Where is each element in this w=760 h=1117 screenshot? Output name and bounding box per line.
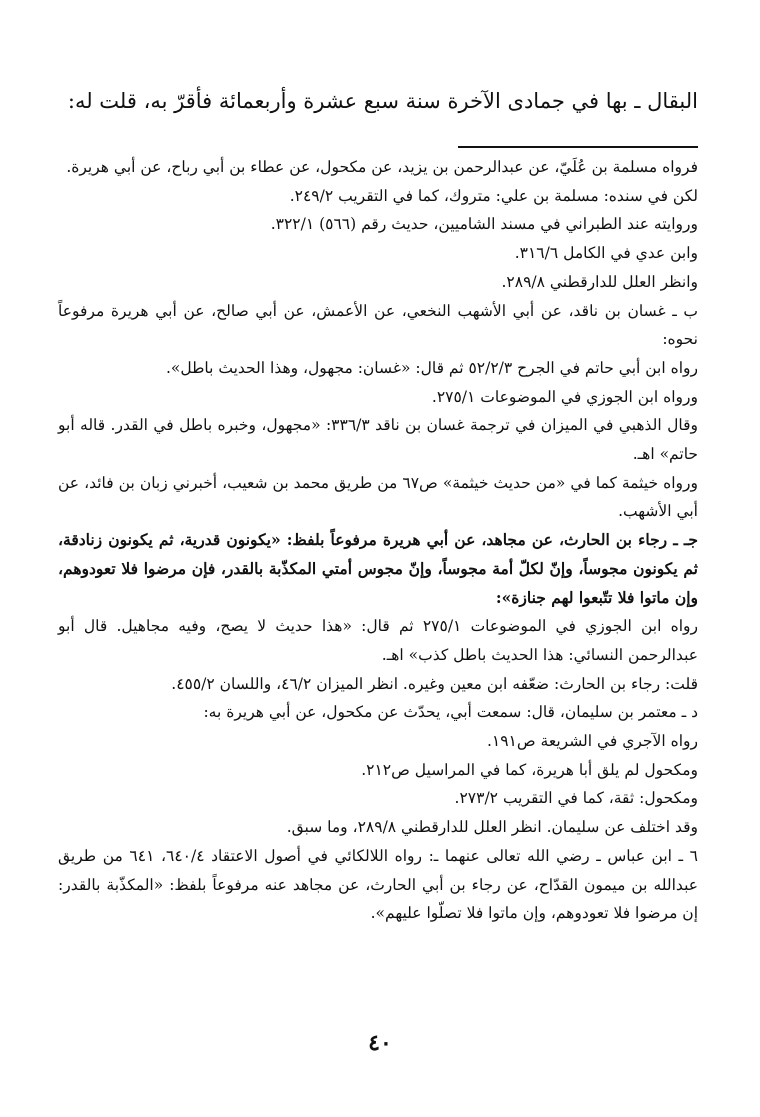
page-number: ٤٠	[368, 1030, 392, 1056]
footnote-paragraph: ورواه خيثمة كما في «من حديث خيثمة» ص٦٧ من طريق محمد بن شعيب، أخبرني زبان بن فائد، عن أبي الأشهب.	[58, 473, 698, 521]
footnote-paragraph: ورواه ابن الجوزي في الموضوعات ٢٧٥/١.	[431, 387, 698, 406]
footnotes-block	[58, 153, 698, 928]
footnote-paragraph-hadith: جـ ـ رجاء بن الحارث، عن مجاهد، عن أبي هريرة مرفوعاً بلفظ: «يكونون قدرية، ثم يكونون زنادقة، ثم يكونون مجوساً، وإنّ لكلّ أمة مجوساً، وإنّ مجوس أمتي المكذّبة بالقدر، فإن مرضوا فلا تعودوهم، وإن ماتوا فلا تتّبعوا لهم جنازة»:	[58, 530, 698, 607]
footnote-paragraph: فرواه مسلمة بن عُلَيّ، عن عبدالرحمن بن يزيد، عن مكحول، عن عطاء بن أبي رباح، عن أبي هريرة.	[66, 158, 698, 176]
footnote-separator	[458, 146, 698, 148]
footnote-paragraph: ومكحول: ثقة، كما في التقريب ٢٧٣/٢.	[454, 789, 698, 808]
footnote-paragraph: ب ـ غسان بن ناقد، عن أبي الأشهب النخعي، عن الأعمش، عن أبي صالح، عن أبي هريرة مرفوعاً نحوه:	[58, 301, 698, 349]
footnote-paragraph: لكن في سنده: مسلمة بن علي: متروك، كما في التقريب ٢٤٩/٢.	[289, 186, 698, 205]
footnote-paragraph: قلت: رجاء بن الحارث: ضعّفه ابن معين وغيره. انظر الميزان ٤٦/٢، واللسان ٤٥٥/٢.	[171, 674, 698, 693]
footnote-paragraph: وابن عدي في الكامل ٣١٦/٦.	[514, 244, 698, 263]
footnote-paragraph: وقد اختلف عن سليمان. انظر العلل للدارقطني ٢٨٩/٨، وما سبق.	[286, 818, 698, 837]
footnote-paragraph: رواه ابن الجوزي في الموضوعات ٢٧٥/١ ثم قال: «هذا حديث لا يصح، وفيه مجاهيل. قال أبو عبدالرحمن النسائي: هذا الحديث باطل كذب» اهـ.	[58, 617, 699, 664]
footnote-paragraph: وروايته عند الطبراني في مسند الشاميين، حديث رقم (٥٦٦) ٣٢٢/١.	[270, 215, 698, 234]
footnote-paragraph: رواه ابن أبي حاتم في الجرح ٥٢/٢/٣ ثم قال: «غسان: مجهول، وهذا الحديث باطل».	[165, 358, 698, 377]
footnote-paragraph: ومكحول لم يلق أبا هريرة، كما في المراسيل ص٢١٢.	[361, 760, 698, 779]
footnote-paragraph-hadith: ٦ ـ ابن عباس ـ رضي الله تعالى عنهما ـ: رواه اللالكائي في أصول الاعتقاد ٦٤٠/٤، ٦٤١ من طريق عبدالله بن ميمون القدّاح، عن رجاء بن أبي الحارث، عن مجاهد عنه مرفوعاً بلفظ: «المكذّبة بالقدر: إن مرضوا فلا تعودوهم، وإن ماتوا فلا تصلّوا عليهم».	[58, 846, 698, 923]
main-text-line: البقال ـ بها في جمادى الآخرة سنة سبع عشرة وأربعمائة فأقرّ به، قلت له:	[67, 89, 698, 113]
footnote-paragraph: رواه الآجري في الشريعة ص١٩١.	[486, 732, 698, 751]
footnote-paragraph: وانظر العلل للدارقطني ٢٨٩/٨.	[501, 272, 698, 291]
footnote-paragraph: وقال الذهبي في الميزان في ترجمة غسان بن ناقد ٣٣٦/٣: «مجهول، وخبره باطل في القدر. قاله أبو حاتم» اهـ.	[58, 416, 698, 464]
footnote-paragraph: د ـ معتمر بن سليمان، قال: سمعت أبي، يحدّث عن مكحول، عن أبي هريرة به:	[203, 703, 698, 722]
